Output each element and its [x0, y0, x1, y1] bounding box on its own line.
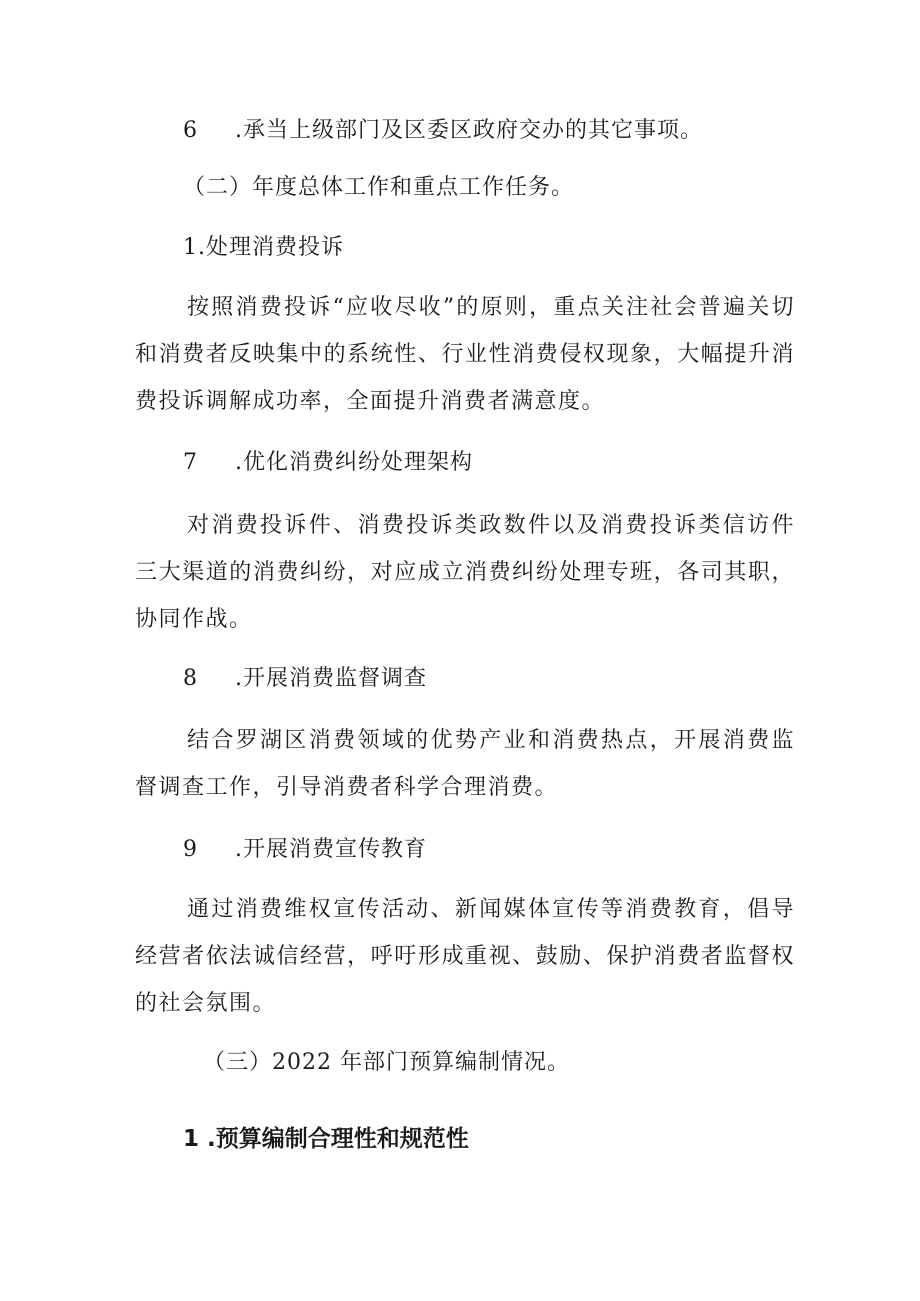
item-1-heading: 1.处理消费投诉 — [183, 235, 344, 260]
budget-heading: 1 .预算编制合理性和规范性 — [183, 1126, 469, 1152]
item-7-text: .优化消费纠纷处理架构 — [235, 450, 473, 475]
item-9-body: 通过消费维权宣传活动、新闻媒体宣传等消费教育，倡导经营者依法诚信经营，呼吁形成重视、鼓励、保护消费者监督权的社会氛围。 — [135, 897, 795, 1016]
item-9-number: 9 — [183, 837, 198, 862]
item-7-number: 7 — [183, 450, 198, 475]
item-6-text: .承当上级部门及区委区政府交办的其它事项。 — [235, 118, 703, 143]
item-8-body: 结合罗湖区消费领域的优势产业和消费热点，开展消费监督调查工作，引导消费者科学合理消费。 — [135, 728, 795, 800]
item-8-text: .开展消费监督调查 — [235, 666, 427, 691]
item-8-number: 8 — [183, 666, 198, 691]
item-6 — [183, 116, 703, 146]
item-7-body: 对消费投诉件、消费投诉类政数件以及消费投诉类信访件三大渠道的消费纠纷，对应成立消费纠纷处理专班，各司其职，协同作战。 — [135, 513, 795, 632]
section-3-heading: （三）2022 年部门预算编制情况。 — [203, 1050, 570, 1075]
section-2-heading: （二）年度总体工作和重点工作任务。 — [183, 175, 575, 200]
item-7 — [183, 448, 473, 478]
item-6-number: 6 — [183, 118, 198, 143]
item-9-text: .开展消费宣传教育 — [235, 837, 427, 862]
item-1-body: 按照消费投诉“应收尽收”的原则，重点关注社会普遍关切和消费者反映集中的系统性、行业性消费侵权现象，大幅提升消费投诉调解成功率，全面提升消费者满意度。 — [135, 295, 795, 414]
item-8 — [183, 664, 427, 694]
item-9 — [183, 835, 427, 865]
